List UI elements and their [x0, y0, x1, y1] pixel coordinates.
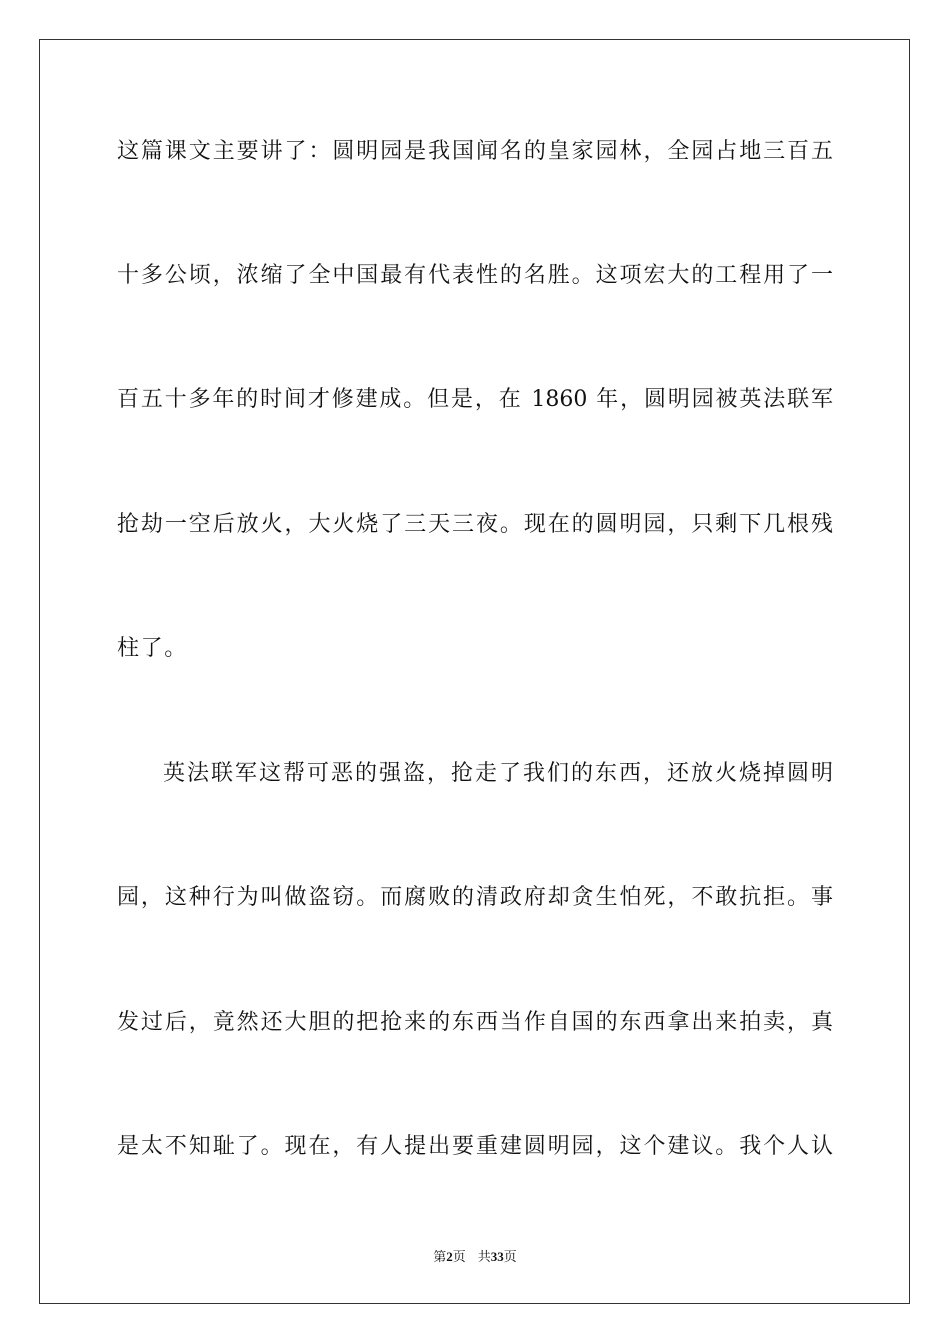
- total-suffix: 页: [503, 1250, 517, 1265]
- text-line-indented: 英法联军这帮可恶的强盗，抢走了我们的东西，还放火烧掉圆明: [163, 761, 833, 786]
- text-line: 这篇课文主要讲了：圆明园是我国闻名的皇家园林，全园占地三百五: [117, 139, 833, 164]
- page-suffix: 页: [452, 1250, 466, 1265]
- text-line: 抢劫一空后放火，大火烧了三天三夜。现在的圆明园，只剩下几根残: [117, 512, 833, 537]
- text-line: 柱了。: [117, 636, 188, 661]
- page-prefix: 第: [433, 1250, 447, 1265]
- text-line: 是太不知耻了。现在，有人提出要重建圆明园，这个建议。我个人认: [117, 1134, 833, 1159]
- total-pages: 33: [490, 1249, 504, 1264]
- text-line: 园，这种行为叫做盗窃。而腐败的清政府却贪生怕死，不敢抗拒。事: [117, 885, 833, 910]
- text-line: 十多公顷，浓缩了全中国最有代表性的名胜。这项宏大的工程用了一: [117, 263, 833, 288]
- total-prefix: 共: [477, 1250, 491, 1265]
- text-line: 发过后，竟然还大胆的把抢来的东西当作自国的东西拿出来拍卖，真: [117, 1010, 833, 1035]
- text-line: 百五十多年的时间才修建成。但是，在 1860 年，圆明园被英法联军: [117, 387, 833, 412]
- page-number: 2: [446, 1249, 453, 1264]
- page-footer: [0, 1248, 950, 1267]
- page-border: [39, 39, 910, 1304]
